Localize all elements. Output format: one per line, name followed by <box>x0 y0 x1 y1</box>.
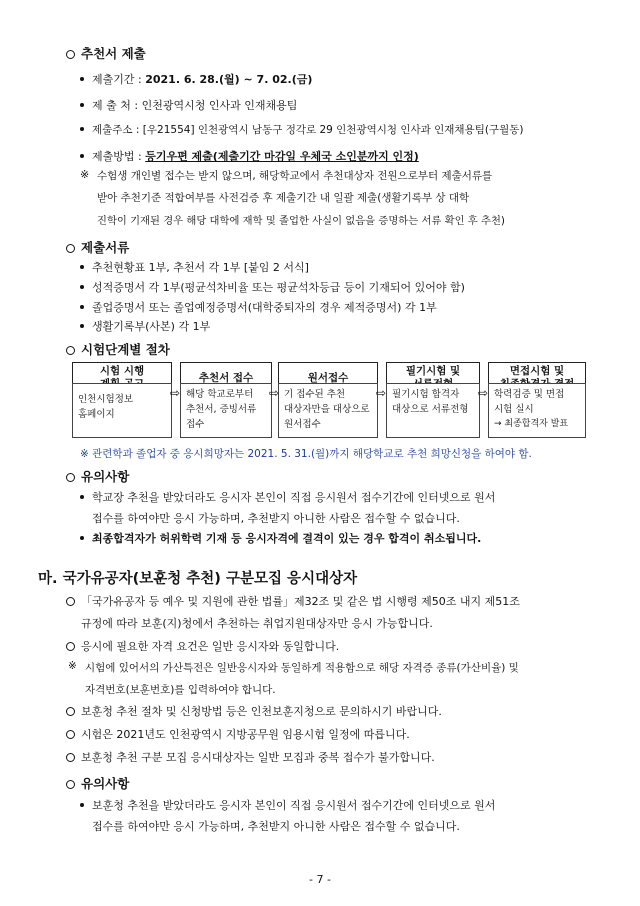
step-header-1: 시험 시행 <box>72 362 172 394</box>
list-item: 성적증명서 각 1부(평균석차비율 또는 평균석차등급 등이 기재되어 있어야 함) <box>80 279 465 295</box>
circle-bullet-icon <box>66 346 75 355</box>
section-heading-procedure: 시험단계별 절차 <box>66 340 170 358</box>
note-mark: ※ <box>80 168 90 181</box>
section-heading-cautions-2: 유의사항 <box>66 774 129 792</box>
section-heading-cautions: 유의사항 <box>66 467 129 485</box>
circle-bullet-icon <box>66 244 75 253</box>
step-header-5: 면접시험 및 <box>488 362 586 394</box>
list-item: 생활기록부(사본) 각 1부 <box>80 318 210 334</box>
step-header-3: 원서접수 <box>278 362 378 394</box>
caution-item-cont: 접수를 하여야만 응시 가능하며, 추천받지 아니한 사람은 접수할 수 없습니다. <box>92 820 460 833</box>
bullet-icon <box>80 154 84 158</box>
step-desc-5: 학력검증 및 면접 시험 실시 → 최종합격자 발표 <box>488 383 586 438</box>
circle-bullet-icon <box>66 597 75 606</box>
list-item-address: 제출주소 : [우21554] 인천광역시 남동구 정각로 29 인천광역시청 인사과 인재채용팀(구월동) <box>80 122 523 137</box>
paragraph: 보훈청 추천 절차 및 신청방법 등은 인천보훈지청으로 문의하시기 바랍니다. <box>66 703 442 719</box>
step-header-4: 필기시험 및 <box>386 362 480 394</box>
bullet-icon <box>80 803 84 807</box>
arrow-right-icon: ⇨ <box>170 386 181 400</box>
caution-item: 보훈청 추천을 받았더라도 응시자 본인이 직접 응시원서 접수기간에 인터넷으로 원서 <box>80 797 495 813</box>
bullet-icon <box>80 285 84 289</box>
list-item-period: 제출기간 : 2021. 6. 28.(월) ~ 7. 02.(금) <box>80 71 312 87</box>
step-desc-1: 인천시험정보 홈페이지 <box>72 383 172 438</box>
note-line: 진학이 기재된 경우 해당 대학에 재학 및 졸업한 사실이 없음을 증명하는 서류 확인 후 추천) <box>97 215 505 227</box>
note-line: 시험에 있어서의 가산특전은 일반응시자와 동일하게 적용함으로 해당 자격증 종류(가산비율) 및 <box>85 662 519 674</box>
arrow-right-icon: ⇨ <box>478 386 489 400</box>
bullet-icon <box>80 103 84 107</box>
note-line: 자격번호(보훈번호)를 입력하여야 합니다. <box>85 684 276 696</box>
bullet-icon <box>80 305 84 309</box>
step-desc-4: 필기시험 합격자 대상으로 서류전형 <box>386 383 480 438</box>
paragraph: 시험은 2021년도 인천광역시 지방공무원 임용시험 일정에 따릅니다. <box>66 726 410 742</box>
bullet-icon <box>80 265 84 269</box>
arrow-right-icon: ⇨ <box>376 386 387 400</box>
section-title-veterans: 마. 국가유공자(보훈청 추천) 구분모집 응시대상자 <box>38 571 358 587</box>
section-heading-recommendation: 추천서 제출 <box>66 44 146 62</box>
circle-bullet-icon <box>66 780 75 789</box>
bullet-icon <box>80 127 84 131</box>
note-line: 받아 추천기준 적합여부를 사전검증 후 제출기간 내 일괄 제출(생활기록부 상 대학 <box>97 192 470 204</box>
page-number: - 7 - <box>309 873 331 886</box>
circle-bullet-icon <box>66 50 75 59</box>
circle-bullet-icon <box>66 473 75 482</box>
caution-item-cont: 접수를 하여야만 응시 가능하며, 추천받지 아니한 사람은 접수할 수 없습니다. <box>92 512 460 525</box>
step-desc-3: 기 접수된 추천 대상자만을 대상으로 원서접수 <box>278 383 378 438</box>
list-item-destination: 제 출 처 : 인천광역시청 인사과 인재채용팀 <box>80 97 297 113</box>
bullet-icon <box>80 495 84 499</box>
list-item: 졸업증명서 또는 졸업예정증명서(대학중퇴자의 경우 제적증명서) 각 1부 <box>80 299 437 315</box>
procedure-note: ※ 관련학과 졸업자 중 응시희망자는 2021. 5. 31.(월)까지 해당학교로 추천 희망신청을 하여야 함. <box>80 448 532 460</box>
circle-bullet-icon <box>66 730 75 739</box>
circle-bullet-icon <box>66 707 75 716</box>
caution-item-bold: 최종합격자가 허위학력 기재 등 응시자격에 결격이 있는 경우 합격이 취소됩니다. <box>80 530 481 546</box>
bullet-icon <box>80 536 84 540</box>
list-item-method: 제출방법 : 등기우편 제출(제출기간 마감일 우체국 소인분까지 인정) <box>80 148 419 164</box>
paragraph: 「국가유공자 등 예우 및 지원에 관한 법률」제32조 및 같은 법 시행령 제50조 내지 제51조 <box>66 593 520 609</box>
circle-bullet-icon <box>66 753 75 762</box>
step-header-2: 추천서 접수 <box>180 362 272 394</box>
note-line: 수험생 개인별 접수는 받지 않으며, 해당학교에서 추천대상자 전원으로부터 제출서류를 <box>97 170 493 182</box>
bullet-icon <box>80 324 84 328</box>
list-item: 추천현황표 1부, 추천서 각 1부 [붙임 2 서식] <box>80 259 309 275</box>
section-heading-documents: 제출서류 <box>66 238 129 256</box>
circle-bullet-icon <box>66 642 75 651</box>
paragraph: 응시에 필요한 자격 요건은 일반 응시자와 동일합니다. <box>66 638 339 654</box>
bullet-icon <box>80 77 84 81</box>
paragraph: 보훈청 추천 구분 모집 응시대상자는 일반 모집과 중복 접수가 불가합니다. <box>66 749 435 765</box>
caution-item: 학교장 추천을 받았더라도 응시자 본인이 직접 응시원서 접수기간에 인터넷으로 원서 <box>80 489 495 505</box>
arrow-right-icon: ⇨ <box>269 386 280 400</box>
step-desc-2: 해당 학교로부터 추천서, 증빙서류 접수 <box>180 383 272 438</box>
paragraph-cont: 규정에 따라 보훈(지)청에서 추천하는 취업지원대상자만 응시 가능합니다. <box>81 617 433 630</box>
note-mark: ※ <box>68 660 77 672</box>
